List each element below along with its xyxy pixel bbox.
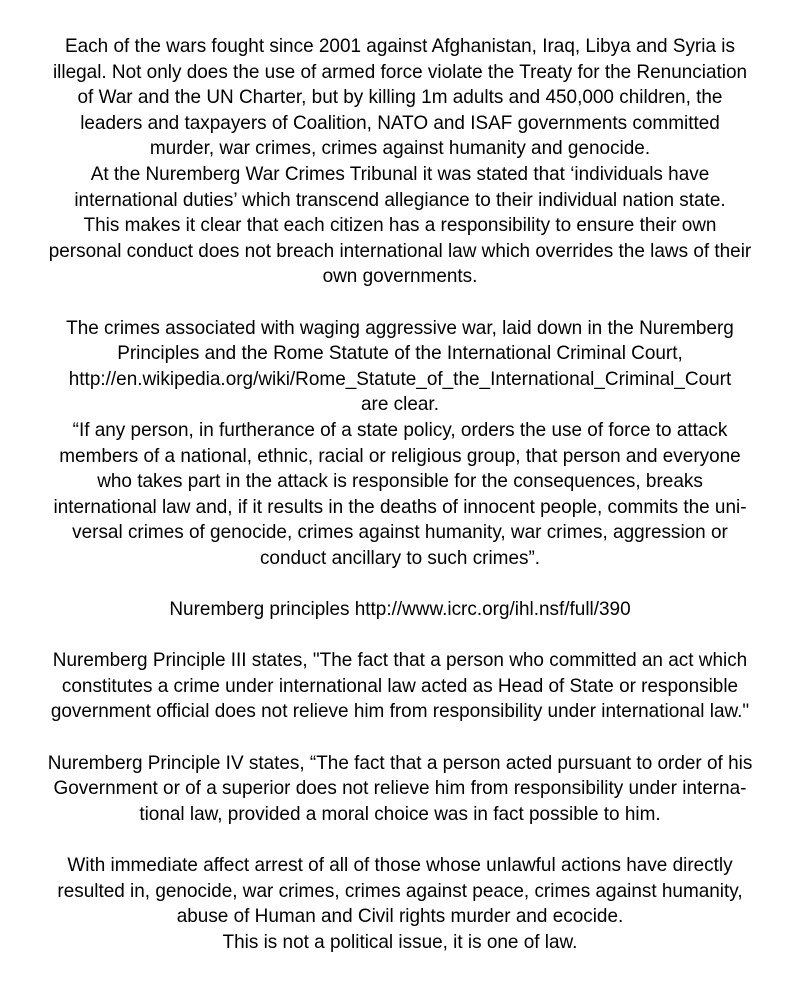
text-line: This makes it clear that each citizen has a responsibility to ensure their own	[83, 215, 717, 237]
text-line: who takes part in the attack is responsible for the consequences, breaks	[97, 471, 703, 493]
text-line: versal crimes of genocide, crimes against humanity, war crimes, aggression or	[72, 522, 728, 544]
text-line: personal conduct does not breach international law which overrides the laws of their	[48, 240, 752, 262]
text-line: Government or of a superior does not relieve him from responsibility under interna-	[53, 778, 747, 800]
rome-statute-url: http://en.wikipedia.org/wiki/Rome_Statute_of_the_International_Criminal_Court	[68, 368, 732, 390]
paragraph-spacer	[0, 827, 800, 853]
text-line: of War and the UN Charter, but by killing 1m adults and 450,000 children, the	[77, 87, 723, 109]
paragraph-arrest-call	[0, 853, 800, 955]
text-line: Principles and the Rome Statute of the International Criminal Court,	[117, 343, 683, 365]
text-line: Nuremberg Principle III states, "The fact that a person who committed an act which	[52, 650, 748, 672]
text-line: international law and, if it results in the deaths of innocent people, commits the uni-	[53, 496, 747, 518]
text-line: Nuremberg Principle IV states, “The fact that a person acted pursuant to order of his	[47, 752, 753, 774]
text-line: At the Nuremberg War Crimes Tribunal it was stated that ‘individuals have	[90, 163, 710, 185]
icrc-url-line: Nuremberg principles http://www.icrc.org/ihl.nsf/full/390	[169, 599, 631, 621]
paragraph-spacer	[0, 290, 800, 316]
paragraph-spacer	[0, 725, 800, 751]
text-line: members of a national, ethnic, racial or religious group, that person and everyone	[59, 445, 741, 467]
paragraph-principle-iii	[0, 648, 800, 725]
text-line: abuse of Human and Civil rights murder and ecocide.	[176, 906, 624, 928]
text-line: With immediate affect arrest of all of those whose unlawful actions have directly	[67, 855, 733, 876]
text-line: international duties’ which transcend allegiance to their individual nation state.	[74, 189, 726, 211]
text-line: “If any person, in furtherance of a state policy, orders the use of force to attack	[72, 419, 728, 441]
text-line: tional law, provided a moral choice was in fact possible to him.	[139, 803, 661, 825]
paragraph-spacer	[0, 623, 800, 649]
paragraph-wars-illegal	[0, 34, 800, 290]
paragraph-aggressive-war	[0, 316, 800, 572]
text-line: constitutes a crime under international law acted as Head of State or responsible	[61, 675, 739, 697]
paragraph-principle-iv	[0, 751, 800, 828]
text-line: The crimes associated with waging aggressive war, laid down in the Nuremberg	[66, 317, 734, 339]
text-line: murder, war crimes, crimes against humanity and genocide.	[149, 138, 651, 160]
text-line: This is not a political issue, it is one of law.	[222, 931, 578, 953]
text-line: government official does not relieve him from responsibility under international law."	[50, 701, 750, 723]
text-line: own governments.	[322, 266, 478, 288]
text-line: are clear.	[361, 394, 439, 416]
text-line: illegal. Not only does the use of armed force violate the Treaty for the Renunciation	[52, 61, 748, 83]
text-line: conduct ancillary to such crimes”.	[259, 547, 541, 569]
text-line: Each of the wars fought since 2001 against Afghanistan, Iraq, Libya and Syria is	[65, 36, 735, 57]
text-line: leaders and taxpayers of Coalition, NATO and ISAF governments committed	[80, 112, 720, 134]
paragraph-nuremberg-principles-link	[0, 597, 800, 623]
paragraph-spacer	[0, 571, 800, 597]
document-body	[0, 34, 800, 955]
text-line: resulted in, genocide, war crimes, crimes against peace, crimes against humanity,	[57, 880, 743, 902]
